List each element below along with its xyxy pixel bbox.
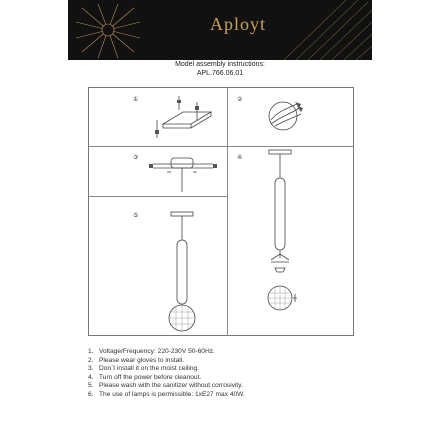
list-item: 1. Voltage/Frequency: 220-230V 50-60Hz. <box>88 348 215 355</box>
step-number-3: ③ <box>133 155 139 161</box>
document-title <box>0 60 440 78</box>
step-number-4: ④ <box>237 155 243 161</box>
step-number-2: ② <box>237 97 243 103</box>
pendant-socket-drawing <box>249 148 329 334</box>
row-divider <box>89 196 228 197</box>
step-number-1: ① <box>133 97 139 103</box>
brand-header <box>68 0 372 60</box>
list-item: 4. Turn off the power before cleanout. <box>88 373 202 381</box>
brand-logo-text: Aployt <box>210 14 267 34</box>
step-number-5: ⑤ <box>133 213 139 219</box>
row-divider <box>89 146 353 147</box>
model-number: APL.766.06.01 <box>196 70 244 77</box>
canopy-mounting-drawing <box>143 150 223 194</box>
list-item: 2. Please wear gloves to install. <box>88 356 185 364</box>
wire-connection-drawing <box>245 94 345 142</box>
list-item: 5. Please wash with the sanitizer without corrosivity. <box>88 382 243 390</box>
assembly-diagram-frame <box>88 87 354 336</box>
safety-instructions-list <box>88 348 388 400</box>
column-divider <box>227 88 228 336</box>
mounting-bracket-drawing <box>149 94 219 142</box>
title-line: Model assembly instructions: <box>175 61 265 68</box>
list-item: 3. Don`t install it on the moist ceiling. <box>88 365 200 373</box>
list-item: 6. The use of lamps is permissible: 1xE27 max 40W. <box>88 390 245 398</box>
finished-lamp-drawing <box>145 208 225 334</box>
